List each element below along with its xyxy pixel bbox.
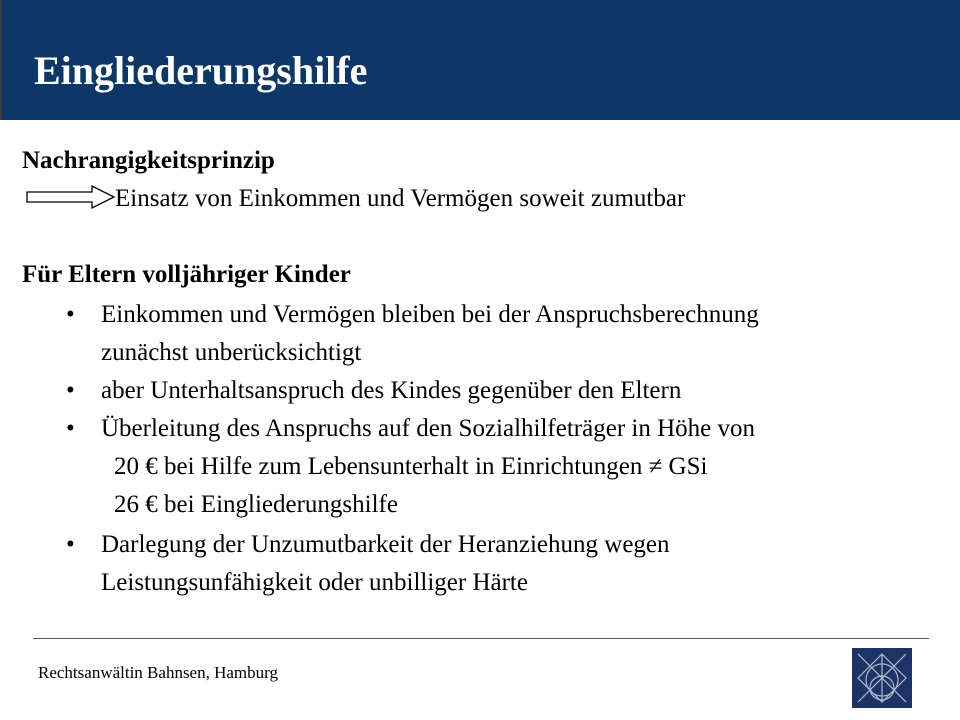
- bullet-1-line-1: Einkommen und Vermögen bleiben bei der Anspruchsberechnung: [101, 301, 759, 328]
- arrow-text: Einsatz von Einkommen und Vermögen soweit zumutbar: [115, 185, 686, 212]
- bullet-2-line-1: aber Unterhaltsanspruch des Kindes gegenüber den Eltern: [101, 377, 682, 404]
- bullet-3-line-2: 20 € bei Hilfe zum Lebensunterhalt in Einrichtungen ≠ GSi: [114, 453, 708, 480]
- title-bar: [0, 0, 960, 120]
- slide-title: Eingliederungshilfe: [34, 48, 368, 93]
- bullet-1-line-2: zunächst unberücksichtigt: [101, 339, 362, 366]
- bullet-mark: •: [66, 415, 75, 442]
- bullet-4-line-1: Darlegung der Unzumutbarkeit der Heranziehung wegen: [101, 531, 670, 558]
- bullet-4-line-2: Leistungsunfähigkeit oder unbilliger Härte: [101, 569, 528, 596]
- title-bar-edge: [0, 0, 2, 120]
- footer-text: Rechtsanwältin Bahnsen, Hamburg: [38, 663, 279, 682]
- section-heading-eltern: Für Eltern volljähriger Kinder: [22, 261, 351, 288]
- bullet-mark: •: [66, 301, 75, 328]
- right-arrow-icon: [26, 184, 116, 210]
- bullet-mark: •: [66, 377, 75, 404]
- section-heading-nachrang: Nachrangigkeitsprinzip: [22, 147, 275, 174]
- bullet-3-line-1: Überleitung des Anspruchs auf den Sozialhilfeträger in Höhe von: [101, 415, 755, 442]
- logo-icon: [852, 648, 912, 708]
- bullet-mark: •: [66, 531, 75, 558]
- bullet-3-line-3: 26 € bei Eingliederungshilfe: [114, 491, 398, 518]
- footer-divider: [33, 638, 929, 639]
